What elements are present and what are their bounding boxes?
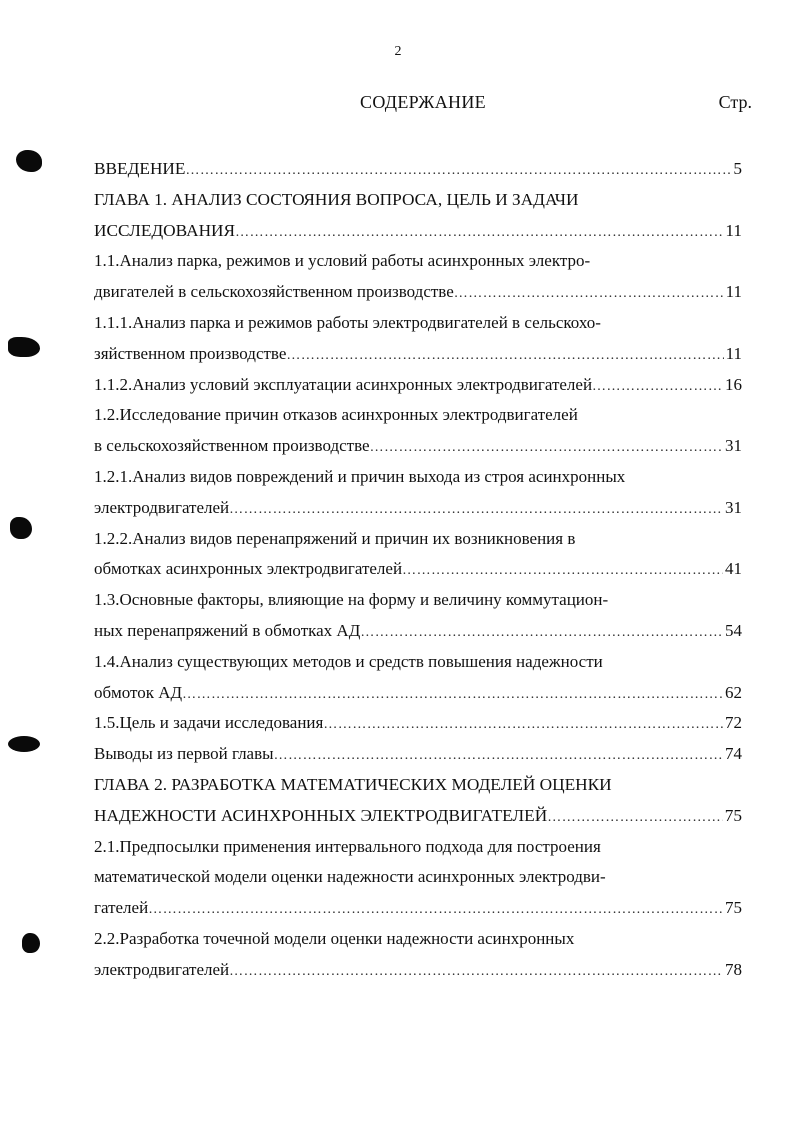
toc-entry — [94, 771, 742, 802]
toc-entry-text: 1.1.Анализ парка, режимов и условий работы асинхронных электро- — [94, 251, 591, 271]
toc-entry-text: 2.2.Разработка точечной модели оценки надежности асинхронных — [94, 928, 575, 948]
toc-entry-text: 1.2.1.Анализ видов повреждений и причин выхода из строя асинхронных — [94, 466, 626, 486]
page-number: 2 — [394, 44, 402, 59]
toc-entry-text: 1.2.2.Анализ видов перенапряжений и причин их возникновения в — [94, 528, 576, 548]
toc-entry — [94, 278, 742, 309]
toc-entry-text: 1.2.Исследование причин отказов асинхронных электродвигателей — [94, 405, 578, 425]
toc-leader-dots — [148, 896, 723, 924]
toc-entry — [94, 894, 742, 925]
toc-entry-text: ВВЕДЕНИЕ — [94, 159, 186, 178]
toc-entry — [94, 863, 742, 894]
toc-entry — [94, 186, 742, 217]
toc-entry — [94, 956, 742, 987]
toc-entry-text: 1.3.Основные факторы, влияющие на форму и величину коммутацион- — [94, 590, 609, 610]
toc-leader-dots — [360, 619, 723, 647]
toc-entry — [94, 401, 742, 432]
toc-entry-text: электродвигателей — [94, 959, 230, 979]
toc-entry-text: 1.4.Анализ существующих методов и средств повышения надежности — [94, 651, 603, 671]
toc-leader-dots — [235, 219, 723, 247]
toc-entry — [94, 586, 742, 617]
toc-leader-dots — [323, 711, 723, 739]
toc-leader-dots — [402, 557, 723, 585]
toc-entry-text: математической модели оценки надежности асинхронных электродви- — [94, 867, 606, 887]
toc-entry — [94, 247, 742, 278]
toc-leader-dots — [454, 280, 724, 308]
toc-entry-page: 62 — [725, 682, 742, 702]
toc-entry — [94, 833, 742, 864]
toc-leader-dots — [286, 342, 723, 370]
toc-entry — [94, 525, 742, 556]
toc-entry-page: 31 — [725, 497, 742, 517]
toc-entry — [94, 648, 742, 679]
toc-leader-dots — [592, 373, 723, 401]
toc-entry — [94, 217, 742, 248]
toc-entry-text: 1.5.Цель и задачи исследования — [94, 713, 324, 733]
toc-entry — [94, 555, 742, 586]
toc-entry-page: 41 — [725, 559, 742, 579]
toc-leader-dots — [229, 496, 723, 524]
scan-blot — [22, 933, 40, 953]
toc-entry — [94, 925, 742, 956]
scan-blot — [8, 736, 40, 752]
toc-entry — [94, 371, 742, 402]
toc-entry-text: 1.1.2.Анализ условий эксплуатации асинхронных электродвигателей — [94, 374, 593, 394]
toc-leader-dots — [182, 681, 723, 709]
toc-entry-page: 11 — [725, 343, 742, 363]
toc-entry-text: ГЛАВА 2. РАЗРАБОТКА МАТЕМАТИЧЕСКИХ МОДЕЛЕЙ ОЦЕНКИ — [94, 774, 612, 794]
toc-entry-page: 31 — [725, 436, 742, 456]
toc-entry-text: НАДЕЖНОСТИ АСИНХРОННЫХ ЭЛЕКТРОДВИГАТЕЛЕЙ — [94, 805, 548, 825]
toc-entry-text: в сельскохозяйственном производстве — [94, 436, 370, 456]
toc-leader-dots — [185, 157, 731, 185]
toc-entry — [94, 432, 742, 463]
toc-entry-text: ИССЛЕДОВАНИЯ — [94, 220, 236, 240]
toc-entry — [94, 309, 742, 340]
toc-entry-text: зяйственном производстве — [94, 343, 287, 363]
toc-leader-dots — [547, 804, 723, 832]
toc-entry — [94, 155, 742, 186]
toc-entry-text: двигателей в сельскохозяйственном производстве — [94, 282, 454, 302]
scan-blot — [16, 150, 42, 172]
scan-blot — [10, 517, 32, 539]
toc-entry-page: 11 — [725, 220, 742, 240]
toc-entry-text: 1.1.1.Анализ парка и режимов работы электродвигателей в сельскохо- — [94, 312, 601, 332]
toc-entry-text: обмотках асинхронных электродвигателей — [94, 559, 403, 579]
toc-entry-text: ных перенапряжений в обмотках АД — [94, 620, 361, 640]
toc-entry — [94, 340, 742, 371]
toc-entry-text: ГЛАВА 1. АНАЛИЗ СОСТОЯНИЯ ВОПРОСА, ЦЕЛЬ И ЗАДАЧИ — [94, 189, 579, 209]
toc-entry-page: 16 — [725, 374, 742, 394]
page-title: СОДЕРЖАНИЕ — [360, 92, 486, 112]
toc-entry-text: 2.1.Предпосылки применения интервального подхода для построения — [94, 836, 601, 856]
toc-entry — [94, 463, 742, 494]
toc-entry — [94, 494, 742, 525]
toc-entry — [94, 802, 742, 833]
toc-entry-page: 74 — [725, 744, 742, 764]
toc-entry-text: электродвигателей — [94, 497, 230, 517]
scan-blot — [8, 337, 40, 357]
toc-entry-text: гателей — [94, 898, 149, 918]
toc-leader-dots — [370, 434, 723, 462]
toc-leader-dots — [229, 958, 723, 986]
table-of-contents — [94, 155, 742, 987]
toc-entry-page: 75 — [724, 805, 742, 825]
toc-entry-text: Выводы из первой главы — [94, 744, 274, 764]
toc-entry-page: 75 — [725, 898, 742, 918]
page-column-label: Стр. — [718, 92, 752, 112]
toc-entry-page: 78 — [725, 959, 742, 979]
toc-entry — [94, 740, 742, 771]
toc-entry-text: обмоток АД — [94, 682, 183, 702]
toc-entry-page: 72 — [725, 713, 742, 733]
toc-entry-page: 5 — [733, 159, 742, 178]
toc-entry — [94, 679, 742, 710]
toc-leader-dots — [274, 742, 723, 770]
toc-entry-page: 54 — [725, 620, 742, 640]
toc-entry — [94, 709, 742, 740]
toc-entry-page: 11 — [725, 282, 742, 302]
toc-entry — [94, 617, 742, 648]
